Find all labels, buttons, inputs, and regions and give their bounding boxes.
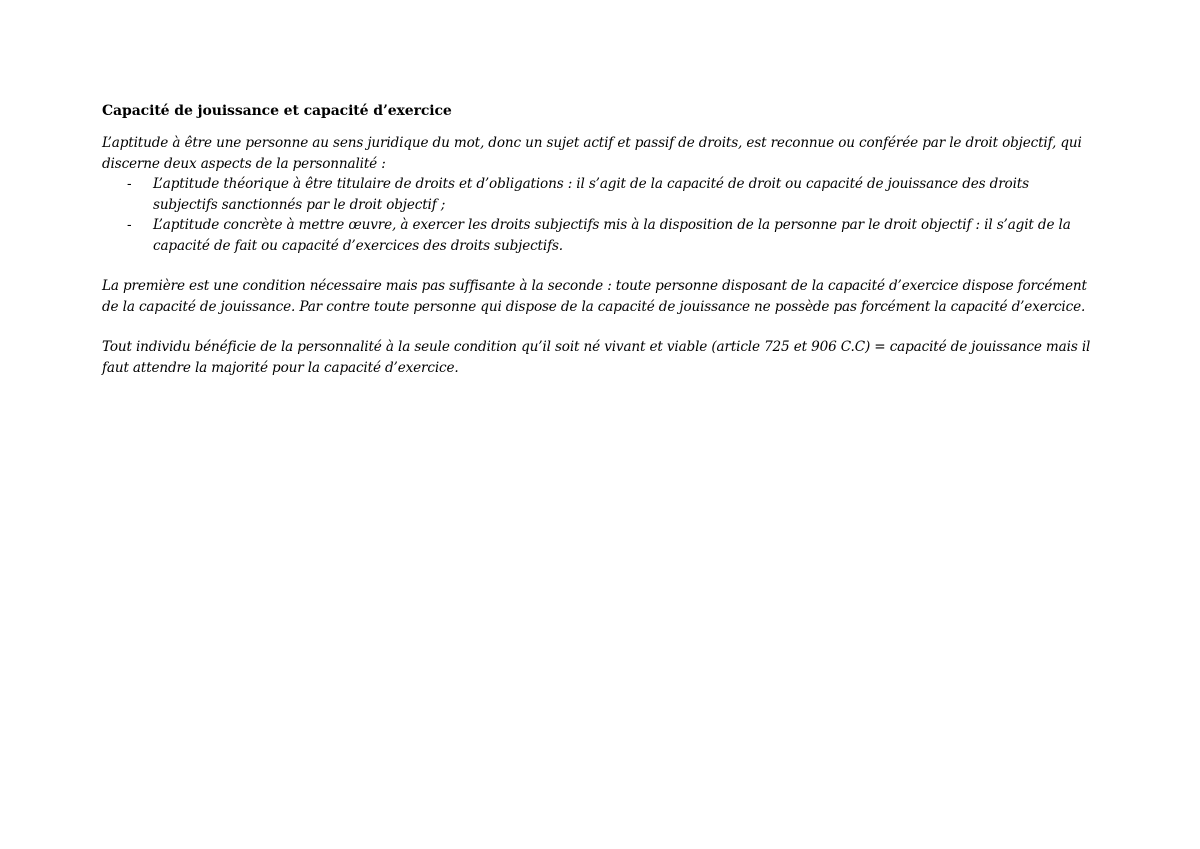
spacer (102, 256, 1092, 276)
aspects-list (102, 174, 1092, 256)
list-dash: - (127, 176, 132, 192)
list-item-text: L’aptitude théorique à être titulaire de droits et d’obligations : il s’agit de la capacité de droit ou capacité de jouissance des droits subjectifs sanctionnés par le droit objectif ; (153, 176, 1029, 213)
document-page (102, 101, 1092, 378)
intro-paragraph: L’aptitude à être une personne au sens juridique du mot, donc un sujet actif et passif de droits, est reconnue ou conférée par le droit objectif, qui discerne deux aspects de la personnalité : (102, 135, 1082, 172)
list-dash: - (127, 217, 132, 233)
document-heading: Capacité de jouissance et capacité d’exercice (102, 103, 452, 119)
paragraph-conditions: La première est une condition nécessaire mais pas suffisante à la seconde : toute personne disposant de la capacité d’exercice dispose forcément de la capacité de jouissance. Par contre toute personne qui dispose de la capacité de jouissance ne possède pas forcément la capacité d’exercice. (102, 278, 1087, 315)
list-item-text: L’aptitude concrète à mettre œuvre, à exercer les droits subjectifs mis à la disposition de la personne par le droit objectif : il s’agit de la capacité de fait ou capacité d’exercices des droits subjectifs. (153, 217, 1071, 254)
list-item (102, 215, 1092, 256)
paragraph-personality: Tout individu bénéficie de la personnalité à la seule condition qu’il soit né vivant et viable (article 725 et 906 C.C) = capacité de jouissance mais il faut attendre la majorité pour la capacité d’exercice. (102, 339, 1091, 376)
spacer (102, 317, 1092, 337)
list-item (102, 174, 1092, 215)
